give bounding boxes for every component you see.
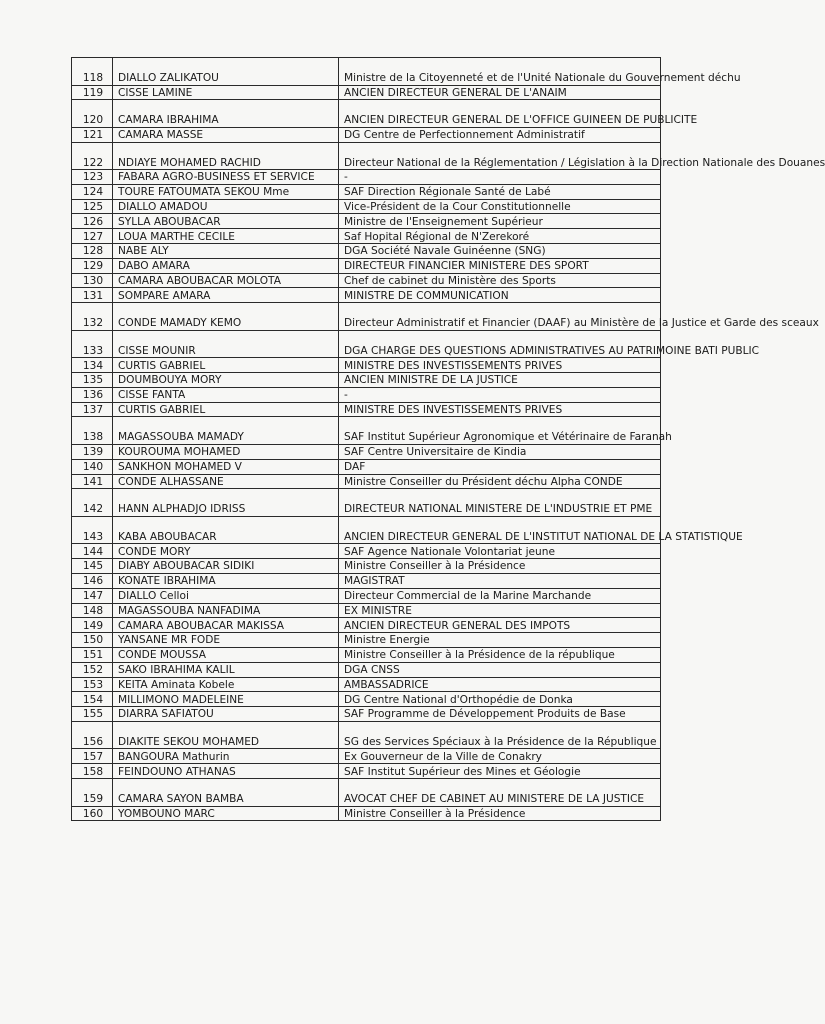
position-cell: SAF Agence Nationale Volontariat jeune bbox=[339, 544, 661, 559]
position-cell: Ministre de la Citoyenneté et de l'Unité Nationale du Gouvernement déchu bbox=[339, 58, 661, 86]
person-name-cell: TOURE FATOUMATA SEKOU Mme bbox=[113, 184, 339, 199]
table-row bbox=[72, 229, 661, 244]
person-name-cell: DIALLO ZALIKATOU bbox=[113, 58, 339, 86]
position-cell: ANCIEN MINISTRE DE LA JUSTICE bbox=[339, 373, 661, 388]
person-name-cell: DOUMBOUYA MORY bbox=[113, 373, 339, 388]
row-number-cell: 152 bbox=[72, 662, 113, 677]
person-name-cell: HANN ALPHADJO IDRISS bbox=[113, 489, 339, 517]
table-row bbox=[72, 618, 661, 633]
position-cell: DG Centre National d'Orthopédie de Donka bbox=[339, 692, 661, 707]
position-cell: Ministre Conseiller du Président déchu Alpha CONDE bbox=[339, 474, 661, 489]
row-number-cell: 127 bbox=[72, 229, 113, 244]
persons-table bbox=[71, 57, 825, 821]
position-cell: Vice-Président de la Cour Constitutionnelle bbox=[339, 199, 661, 214]
position-cell: EX MINISTRE bbox=[339, 603, 661, 618]
row-number-cell: 119 bbox=[72, 85, 113, 100]
person-name-cell: KONATE IBRAHIMA bbox=[113, 573, 339, 588]
position-cell: ANCIEN DIRECTEUR GENERAL DE L'ANAIM bbox=[339, 85, 661, 100]
row-number-cell: 124 bbox=[72, 184, 113, 199]
person-name-cell: FEINDOUNO ATHANAS bbox=[113, 764, 339, 779]
row-number-cell: 150 bbox=[72, 633, 113, 648]
table-row bbox=[72, 288, 661, 303]
table-row bbox=[72, 692, 661, 707]
table-row bbox=[72, 662, 661, 677]
table-row bbox=[72, 721, 661, 749]
person-name-cell: CONDE ALHASSANE bbox=[113, 474, 339, 489]
row-number-cell: 128 bbox=[72, 244, 113, 259]
row-number-cell: 142 bbox=[72, 489, 113, 517]
table-row bbox=[72, 677, 661, 692]
row-number-cell: 157 bbox=[72, 749, 113, 764]
person-name-cell: DIAKITE SEKOU MOHAMED bbox=[113, 721, 339, 749]
row-number-cell: 131 bbox=[72, 288, 113, 303]
position-cell: Ministre Conseiller à la Présidence bbox=[339, 806, 661, 821]
position-cell: MINISTRE DES INVESTISSEMENTS PRIVES bbox=[339, 402, 661, 417]
table-row bbox=[72, 544, 661, 559]
person-name-cell: SOMPARE AMARA bbox=[113, 288, 339, 303]
table-row bbox=[72, 764, 661, 779]
position-cell: AVOCAT CHEF DE CABINET AU MINISTERE DE LA JUSTICE bbox=[339, 779, 661, 807]
table-row bbox=[72, 749, 661, 764]
row-number-cell: 120 bbox=[72, 100, 113, 128]
table-row bbox=[72, 559, 661, 574]
position-cell: ANCIEN DIRECTEUR GENERAL DES IMPOTS bbox=[339, 618, 661, 633]
position-cell: Saf Hopital Régional de N'Zerekoré bbox=[339, 229, 661, 244]
table-row bbox=[72, 142, 661, 170]
table-row bbox=[72, 58, 661, 86]
position-cell: Ministre Energie bbox=[339, 633, 661, 648]
table-row bbox=[72, 402, 661, 417]
position-cell: Ministre Conseiller à la Présidence de la république bbox=[339, 647, 661, 662]
person-name-cell: CAMARA MASSE bbox=[113, 127, 339, 142]
position-cell: DIRECTEUR NATIONAL MINISTERE DE L'INDUSTRIE ET PME bbox=[339, 489, 661, 517]
row-number-cell: 149 bbox=[72, 618, 113, 633]
person-name-cell: CAMARA SAYON BAMBA bbox=[113, 779, 339, 807]
person-name-cell: KEITA Aminata Kobele bbox=[113, 677, 339, 692]
row-number-cell: 159 bbox=[72, 779, 113, 807]
position-cell: MINISTRE DES INVESTISSEMENTS PRIVES bbox=[339, 358, 661, 373]
table-row bbox=[72, 707, 661, 722]
table-row bbox=[72, 244, 661, 259]
position-cell: DGA CHARGE DES QUESTIONS ADMINISTRATIVES AU PATRIMOINE BATI PUBLIC bbox=[339, 330, 661, 358]
table-row bbox=[72, 474, 661, 489]
table-row bbox=[72, 573, 661, 588]
row-number-cell: 160 bbox=[72, 806, 113, 821]
table-row bbox=[72, 603, 661, 618]
person-name-cell: MAGASSOUBA MAMADY bbox=[113, 417, 339, 445]
row-number-cell: 133 bbox=[72, 330, 113, 358]
table-row bbox=[72, 779, 661, 807]
position-cell: MAGISTRAT bbox=[339, 573, 661, 588]
position-cell: Directeur Commercial de la Marine Marchande bbox=[339, 588, 661, 603]
table-row bbox=[72, 184, 661, 199]
row-number-cell: 126 bbox=[72, 214, 113, 229]
person-name-cell: DIALLO AMADOU bbox=[113, 199, 339, 214]
person-name-cell: YOMBOUNO MARC bbox=[113, 806, 339, 821]
row-number-cell: 143 bbox=[72, 516, 113, 544]
person-name-cell: CONDE MAMADY KEMO bbox=[113, 303, 339, 331]
person-name-cell: CISSE FANTA bbox=[113, 387, 339, 402]
person-name-cell: CAMARA IBRAHIMA bbox=[113, 100, 339, 128]
row-number-cell: 132 bbox=[72, 303, 113, 331]
position-cell: DG Centre de Perfectionnement Administratif bbox=[339, 127, 661, 142]
table-row bbox=[72, 258, 661, 273]
position-cell: - bbox=[339, 387, 661, 402]
position-cell: Ministre de l'Enseignement Supérieur bbox=[339, 214, 661, 229]
table-row bbox=[72, 444, 661, 459]
position-cell: SG des Services Spéciaux à la Présidence de la République bbox=[339, 721, 661, 749]
row-number-cell: 151 bbox=[72, 647, 113, 662]
person-name-cell: YANSANE MR FODE bbox=[113, 633, 339, 648]
table-row bbox=[72, 214, 661, 229]
position-cell: SAF Programme de Développement Produits de Base bbox=[339, 707, 661, 722]
position-cell: ANCIEN DIRECTEUR GENERAL DE L'OFFICE GUINEEN DE PUBLICITE bbox=[339, 100, 661, 128]
table-row bbox=[72, 806, 661, 821]
persons-table-body bbox=[72, 58, 825, 821]
person-name-cell: CISSE MOUNIR bbox=[113, 330, 339, 358]
table-row bbox=[72, 373, 661, 388]
person-name-cell: MAGASSOUBA NANFADIMA bbox=[113, 603, 339, 618]
person-name-cell: KABA ABOUBACAR bbox=[113, 516, 339, 544]
person-name-cell: KOUROUMA MOHAMED bbox=[113, 444, 339, 459]
position-cell: DAF bbox=[339, 459, 661, 474]
row-number-cell: 121 bbox=[72, 127, 113, 142]
row-number-cell: 137 bbox=[72, 402, 113, 417]
row-number-cell: 135 bbox=[72, 373, 113, 388]
row-number-cell: 139 bbox=[72, 444, 113, 459]
person-name-cell: CAMARA ABOUBACAR MOLOTA bbox=[113, 273, 339, 288]
table-row bbox=[72, 489, 661, 517]
table-row bbox=[72, 273, 661, 288]
row-number-cell: 129 bbox=[72, 258, 113, 273]
position-cell: Directeur National de la Réglementation / Législation à la Direction Nationale des Douanes bbox=[339, 142, 661, 170]
row-number-cell: 140 bbox=[72, 459, 113, 474]
person-name-cell: CAMARA ABOUBACAR MAKISSA bbox=[113, 618, 339, 633]
person-name-cell: DIABY ABOUBACAR SIDIKI bbox=[113, 559, 339, 574]
person-name-cell: CISSE LAMINE bbox=[113, 85, 339, 100]
position-cell: AMBASSADRICE bbox=[339, 677, 661, 692]
position-cell: Directeur Administratif et Financier (DAAF) au Ministère de la Justice et Garde des sceaux bbox=[339, 303, 661, 331]
person-name-cell: SAKO IBRAHIMA KALIL bbox=[113, 662, 339, 677]
person-name-cell: CONDE MOUSSA bbox=[113, 647, 339, 662]
table-row bbox=[72, 100, 661, 128]
row-number-cell: 145 bbox=[72, 559, 113, 574]
position-cell: Ministre Conseiller à la Présidence bbox=[339, 559, 661, 574]
table-row bbox=[72, 387, 661, 402]
table-row bbox=[72, 199, 661, 214]
table-row bbox=[72, 303, 661, 331]
row-number-cell: 154 bbox=[72, 692, 113, 707]
row-number-cell: 118 bbox=[72, 58, 113, 86]
person-name-cell: DIARRA SAFIATOU bbox=[113, 707, 339, 722]
person-name-cell: CONDE MORY bbox=[113, 544, 339, 559]
person-name-cell: MILLIMONO MADELEINE bbox=[113, 692, 339, 707]
position-cell: DIRECTEUR FINANCIER MINISTERE DES SPORT bbox=[339, 258, 661, 273]
person-name-cell: BANGOURA Mathurin bbox=[113, 749, 339, 764]
position-cell: ANCIEN DIRECTEUR GENERAL DE L'INSTITUT NATIONAL DE LA STATISTIQUE bbox=[339, 516, 661, 544]
person-name-cell: DIALLO Celloi bbox=[113, 588, 339, 603]
row-number-cell: 148 bbox=[72, 603, 113, 618]
row-number-cell: 153 bbox=[72, 677, 113, 692]
table-row bbox=[72, 330, 661, 358]
row-number-cell: 144 bbox=[72, 544, 113, 559]
position-cell: Ex Gouverneur de la Ville de Conakry bbox=[339, 749, 661, 764]
row-number-cell: 156 bbox=[72, 721, 113, 749]
table-row bbox=[72, 516, 661, 544]
row-number-cell: 155 bbox=[72, 707, 113, 722]
position-cell: DGA CNSS bbox=[339, 662, 661, 677]
position-cell: SAF Centre Universitaire de Kindia bbox=[339, 444, 661, 459]
row-number-cell: 146 bbox=[72, 573, 113, 588]
position-cell: MINISTRE DE COMMUNICATION bbox=[339, 288, 661, 303]
position-cell: - bbox=[339, 170, 661, 185]
person-name-cell: DABO AMARA bbox=[113, 258, 339, 273]
person-name-cell: LOUA MARTHE CECILE bbox=[113, 229, 339, 244]
position-cell: DGA Société Navale Guinéenne (SNG) bbox=[339, 244, 661, 259]
person-name-cell: FABARA AGRO-BUSINESS ET SERVICE bbox=[113, 170, 339, 185]
row-number-cell: 147 bbox=[72, 588, 113, 603]
row-number-cell: 136 bbox=[72, 387, 113, 402]
table-row bbox=[72, 647, 661, 662]
table-row bbox=[72, 417, 661, 445]
person-name-cell: CURTIS GABRIEL bbox=[113, 402, 339, 417]
table-row bbox=[72, 358, 661, 373]
table-row bbox=[72, 85, 661, 100]
person-name-cell: CURTIS GABRIEL bbox=[113, 358, 339, 373]
table-row bbox=[72, 127, 661, 142]
table-row bbox=[72, 633, 661, 648]
row-number-cell: 134 bbox=[72, 358, 113, 373]
position-cell: SAF Direction Régionale Santé de Labé bbox=[339, 184, 661, 199]
row-number-cell: 125 bbox=[72, 199, 113, 214]
row-number-cell: 130 bbox=[72, 273, 113, 288]
position-cell: SAF Institut Supérieur Agronomique et Vétérinaire de Faranah bbox=[339, 417, 661, 445]
row-number-cell: 122 bbox=[72, 142, 113, 170]
row-number-cell: 123 bbox=[72, 170, 113, 185]
table-row bbox=[72, 459, 661, 474]
row-number-cell: 138 bbox=[72, 417, 113, 445]
table-row bbox=[72, 588, 661, 603]
person-name-cell: NDIAYE MOHAMED RACHID bbox=[113, 142, 339, 170]
position-cell: Chef de cabinet du Ministère des Sports bbox=[339, 273, 661, 288]
person-name-cell: NABE ALY bbox=[113, 244, 339, 259]
table-row bbox=[72, 170, 661, 185]
row-number-cell: 158 bbox=[72, 764, 113, 779]
person-name-cell: SANKHON MOHAMED V bbox=[113, 459, 339, 474]
position-cell: SAF Institut Supérieur des Mines et Géologie bbox=[339, 764, 661, 779]
person-name-cell: SYLLA ABOUBACAR bbox=[113, 214, 339, 229]
row-number-cell: 141 bbox=[72, 474, 113, 489]
